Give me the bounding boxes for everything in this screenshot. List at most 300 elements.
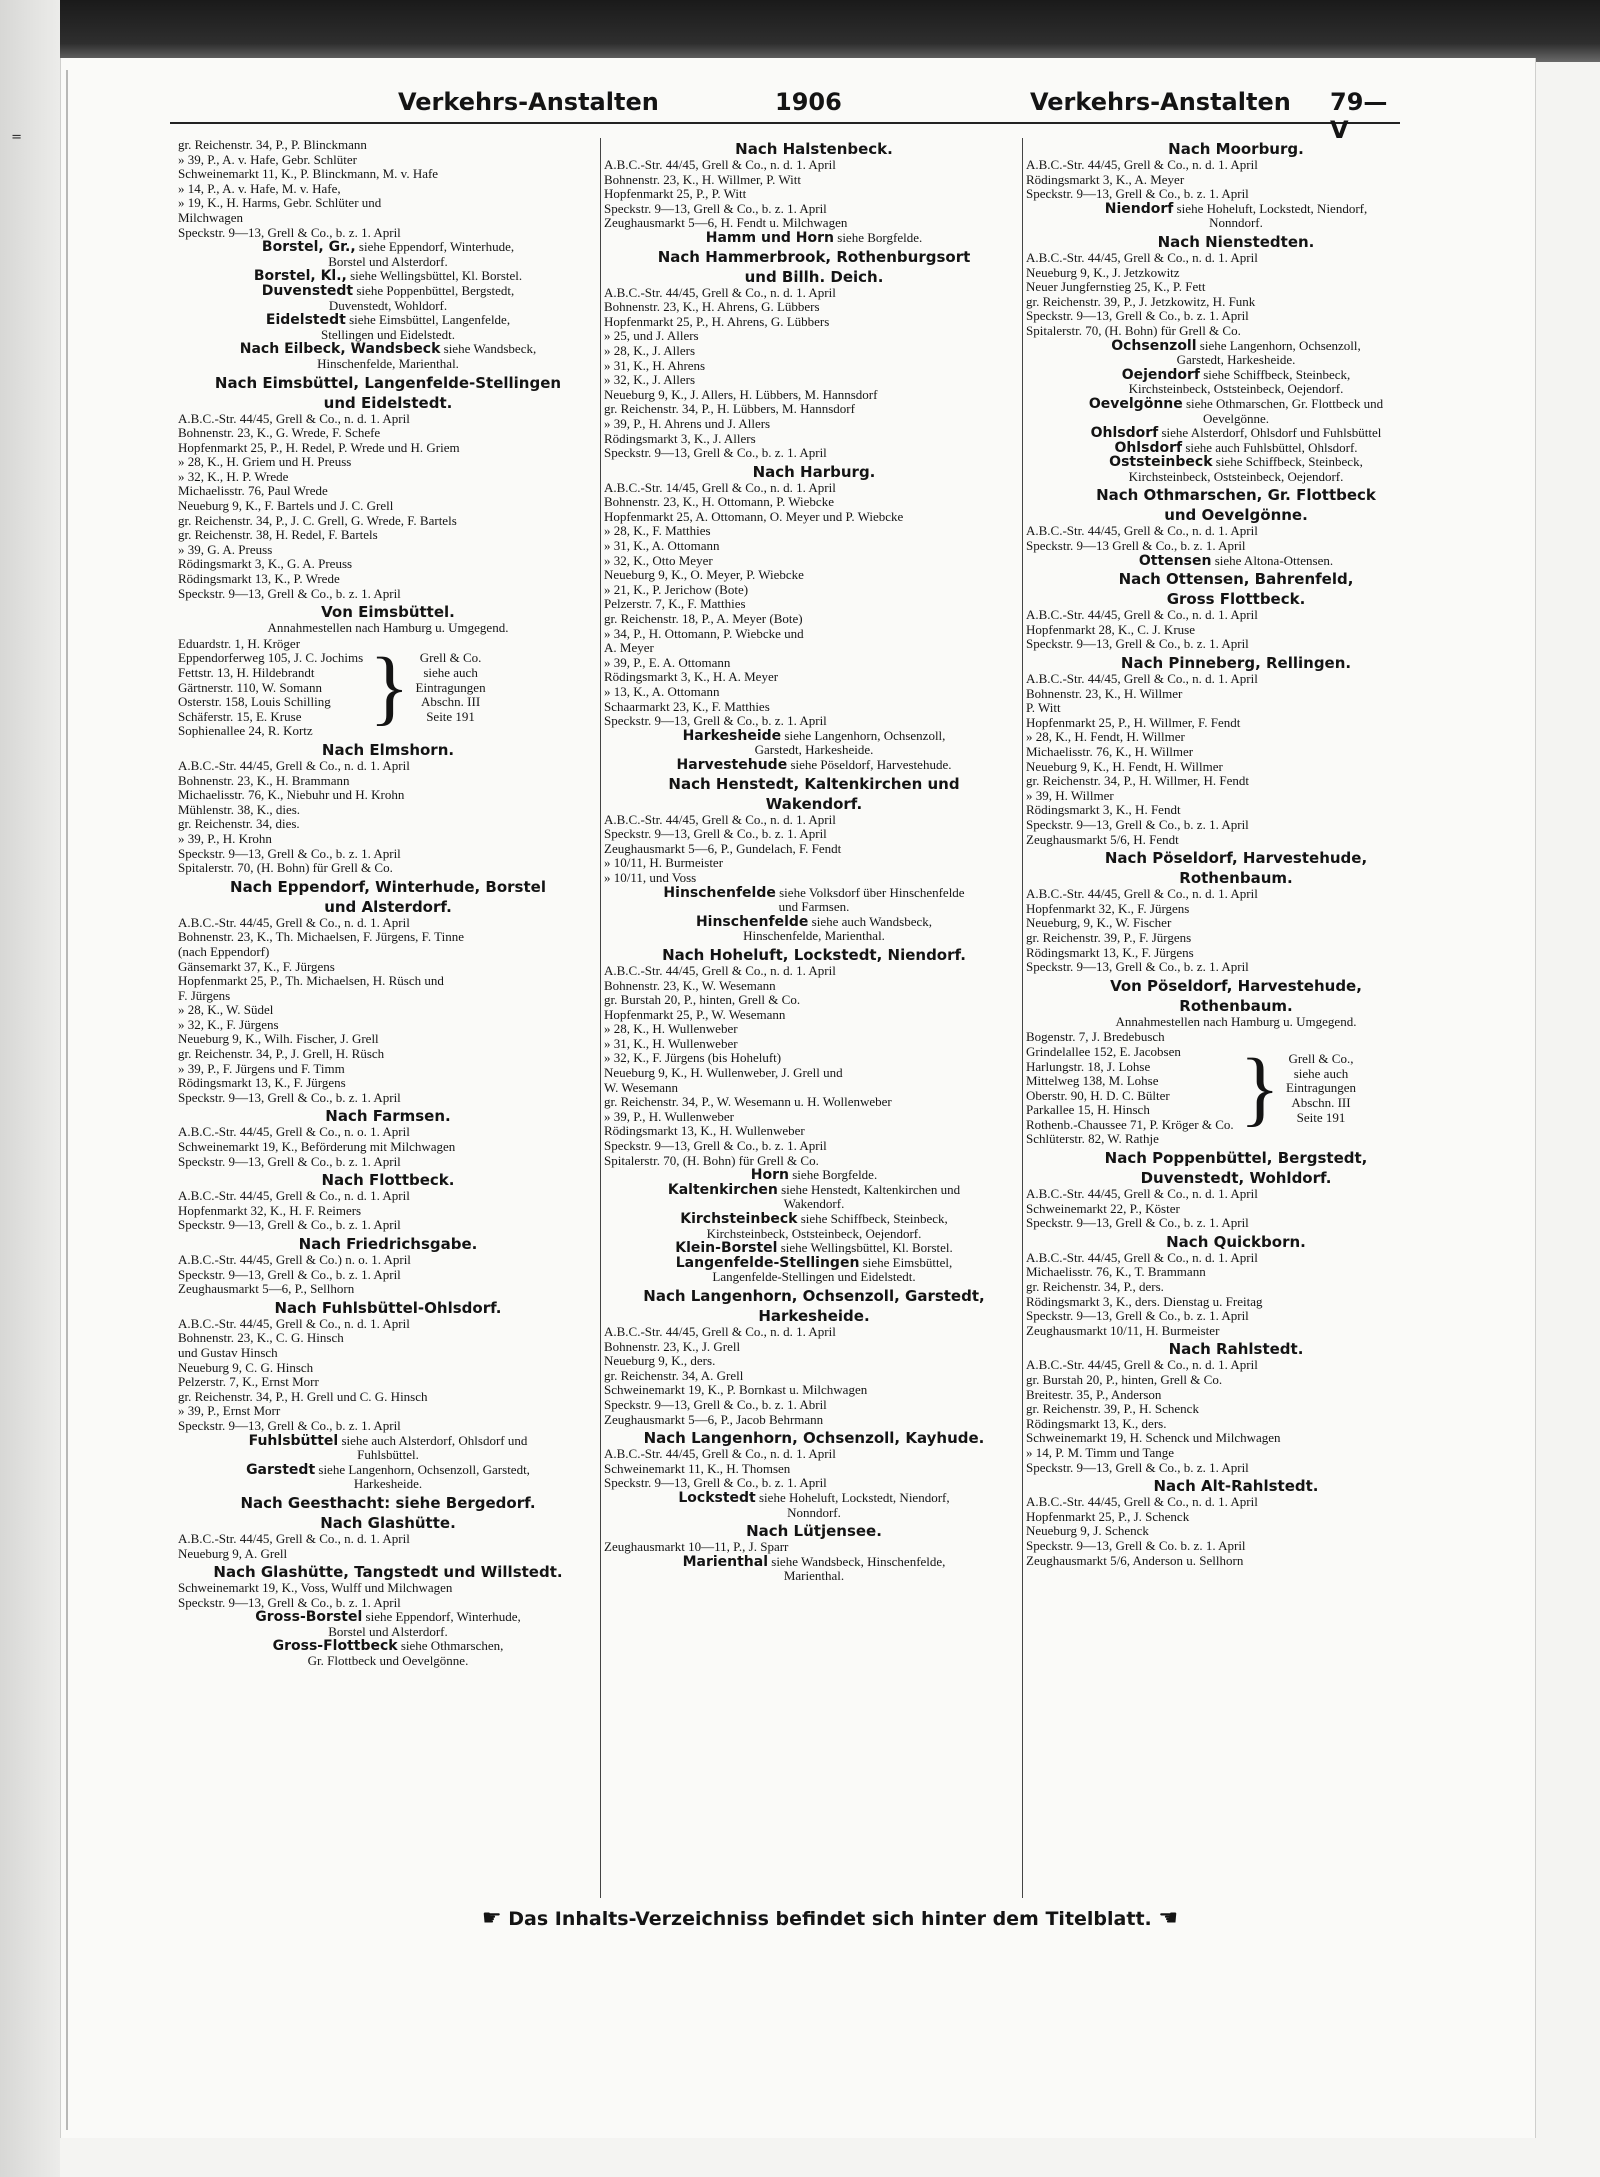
entry-line: Rödingsmarkt 13, K., F. Jürgens bbox=[178, 1076, 346, 1091]
entry-line: gr. Burstah 20, P., hinten, Grell & Co. bbox=[1026, 1373, 1223, 1387]
entry-line: Speckstr. 9—13, Grell & Co., b. z. 1. April bbox=[604, 1476, 827, 1491]
entry-line: A.B.C.-Str. 44/45, Grell & Co., n. d. 1. April bbox=[178, 1531, 410, 1546]
margin-stub bbox=[0, 504, 22, 520]
entry-line: » 31, K., H. Ahrens bbox=[604, 358, 706, 373]
entry-line: Schweinemarkt 19, K., Beförderung mit Milchwagen bbox=[178, 1140, 456, 1155]
margin-stub bbox=[0, 1300, 22, 1316]
entry-line-centered: Kirchsteinbeck, Oststeinbeck, Oejendorf. bbox=[1128, 382, 1344, 397]
entry-line: gr. Burstah 20, P., hinten, Grell & Co. bbox=[604, 993, 801, 1008]
entry-line: Zeughausmarkt 5—6, P., Jacob Behrmann bbox=[604, 1412, 824, 1427]
section-heading: Nach Langenhorn, Ochsenzoll, Garstedt, bbox=[643, 1286, 985, 1305]
index-reference bbox=[604, 1256, 1024, 1271]
section-heading: Von Eimsbüttel. bbox=[321, 603, 455, 622]
margin-stub bbox=[0, 723, 22, 739]
margin-stub bbox=[0, 1424, 22, 1440]
entry-line: Neueburg 9, K., O. Meyer, P. Wiebcke bbox=[604, 568, 804, 583]
entry-line: » 39, H. Willmer bbox=[1026, 788, 1114, 803]
entry-line: Spitalerstr. 70, (H. Bohn) für Grell & Co. bbox=[178, 861, 393, 876]
margin-stub bbox=[0, 894, 22, 910]
entry-line: P. Witt bbox=[1026, 701, 1061, 716]
entry-line: A.B.C.-Str. 44/45, Grell & Co., n. d. 1. April bbox=[1026, 158, 1258, 172]
index-reference bbox=[604, 886, 1024, 901]
margin-stub bbox=[0, 1159, 22, 1175]
entry-line: Neueburg 9, K., H. Fendt, H. Willmer bbox=[1026, 759, 1223, 774]
margin-stub bbox=[0, 691, 22, 707]
index-keyword: Klein-Borstel bbox=[675, 1241, 778, 1256]
entry-line: A.B.C.-Str. 44/45, Grell & Co., n. d. 1. April bbox=[178, 1189, 410, 1204]
entry-line-centered: Gr. Flottbeck und Oevelgönne. bbox=[307, 1654, 469, 1669]
margin-stub bbox=[0, 270, 22, 286]
index-keyword: Ottensen bbox=[1138, 553, 1212, 569]
entry-line-centered: Kirchsteinbeck, Oststeinbeck, Oejendorf. bbox=[1128, 469, 1344, 484]
margin-stub bbox=[0, 707, 22, 723]
index-reference bbox=[1026, 554, 1446, 569]
entry-line: Neueburg 9, C. G. Hinsch bbox=[178, 1360, 314, 1375]
index-keyword: Harvestehude bbox=[676, 757, 788, 773]
entry-line: Speckstr. 9—13, Grell & Co., b. z. 1. April bbox=[1026, 187, 1249, 202]
index-reference bbox=[1026, 202, 1446, 217]
index-keyword: Oststeinbeck bbox=[1109, 455, 1213, 470]
entry-line-centered: Hinschenfelde, Marienthal. bbox=[743, 929, 885, 944]
section-heading: Nach Hoheluft, Lockstedt, Niendorf. bbox=[662, 945, 966, 964]
margin-stub bbox=[0, 1284, 22, 1300]
entry-line-centered: Nonndorf. bbox=[1209, 216, 1263, 231]
index-text: siehe Poppenbüttel, Bergstedt, bbox=[353, 283, 515, 298]
margin-stub bbox=[0, 598, 22, 614]
index-reference bbox=[604, 1183, 1024, 1198]
section-heading: Nach Moorburg. bbox=[1168, 140, 1304, 158]
entry-line: Speckstr. 9—13, Grell & Co., b. z. 1. April bbox=[1026, 1460, 1249, 1475]
section-heading: Von Pöseldorf, Harvestehude, bbox=[1110, 976, 1362, 995]
entry-line: » 39, P., F. Jürgens und F. Timm bbox=[178, 1061, 345, 1076]
agency-address: Eppendorferweg 105, J. C. Jochims bbox=[178, 651, 364, 666]
entry-line-centered: Oevelgönne. bbox=[1202, 411, 1270, 426]
entry-line-centered: und Farmsen. bbox=[778, 900, 850, 915]
index-text: siehe Langenhorn, Ochsenzoll, bbox=[781, 728, 946, 743]
agency-note-line: Grell & Co., bbox=[1288, 1051, 1354, 1067]
margin-stub bbox=[0, 582, 22, 598]
index-reference bbox=[178, 342, 598, 357]
margin-stub bbox=[0, 192, 22, 208]
margin-stub bbox=[0, 660, 22, 676]
entry-line-centered: Stellingen und Eidelstedt. bbox=[321, 327, 455, 342]
index-text: siehe Eimsbüttel, Langenfelde, bbox=[345, 313, 511, 328]
entry-line: Spitalerstr. 70, (H. Bohn) für Grell & Co. bbox=[604, 1153, 819, 1168]
entry-line: Bohnenstr. 23, K., H. Willmer bbox=[1026, 686, 1183, 701]
brace-glyph: } bbox=[1239, 1041, 1280, 1135]
entry-line-centered: Nonndorf. bbox=[787, 1505, 841, 1520]
entry-line: A.B.C.-Str. 44/45, Grell & Co., n. d. 1. April bbox=[604, 158, 836, 172]
entry-line: und Gustav Hinsch bbox=[178, 1345, 278, 1360]
section-heading: und Billh. Deich. bbox=[744, 267, 884, 286]
margin-stub bbox=[0, 1081, 22, 1097]
entry-line: Michaelisstr. 76, Paul Wrede bbox=[178, 484, 328, 499]
margin-stub bbox=[0, 1112, 22, 1128]
entry-line: Neueburg 9, K., J. Jetzkowitz bbox=[1026, 265, 1180, 280]
agency-address: Schlüterstr. 82, W. Rathje bbox=[1026, 1132, 1159, 1147]
entry-line: Rödingsmarkt 3, K., G. A. Preuss bbox=[178, 557, 353, 572]
entry-line: A.B.C.-Str. 44/45, Grell & Co., n. d. 1. April bbox=[604, 812, 836, 827]
entry-line: A.B.C.-Str. 44/45, Grell & Co., n. d. 1. April bbox=[1026, 524, 1258, 539]
index-reference bbox=[1026, 339, 1446, 354]
entry-line: F. Jürgens bbox=[178, 988, 231, 1003]
index-text: siehe Borgfelde. bbox=[789, 1168, 878, 1183]
margin-stub bbox=[0, 1518, 22, 1534]
entry-line: Speckstr. 9—13, Grell & Co., b. z. 1. April bbox=[604, 1139, 827, 1154]
margin-stub bbox=[0, 395, 22, 411]
index-text: siehe Othmarschen, bbox=[397, 1639, 504, 1654]
margin-stub bbox=[0, 364, 22, 380]
index-keyword: Langenfelde-Stellingen bbox=[675, 1255, 860, 1271]
agency-address: Oberstr. 90, H. D. C. Bülter bbox=[1026, 1088, 1170, 1103]
entry-line: » 21, K., P. Jerichow (Bote) bbox=[604, 582, 749, 597]
index-text: siehe Hoheluft, Lockstedt, Niendorf, bbox=[755, 1490, 950, 1505]
entry-line: Speckstr. 9—13, Grell & Co., b. z. 1. April bbox=[178, 846, 401, 861]
entry-line: Mühlenstr. 38, K., dies. bbox=[178, 802, 301, 817]
entry-line: gr. Reichenstr. 34, dies. bbox=[178, 817, 300, 832]
entry-line: Spitalerstr. 70, (H. Bohn) für Grell & Co. bbox=[1026, 323, 1241, 338]
entry-line: Neueburg, 9, K., W. Fischer bbox=[1026, 916, 1172, 931]
entry-line: » 19, K., H. Harms, Gebr. Schlüter und bbox=[178, 196, 382, 211]
margin-stub bbox=[0, 1378, 22, 1394]
section-heading: Harkesheide. bbox=[758, 1306, 870, 1325]
entry-line-centered: Hinschenfelde, Marienthal. bbox=[317, 356, 459, 371]
section-heading: Nach Eimsbüttel, Langenfelde-Stellingen bbox=[214, 373, 562, 392]
entry-line: Speckstr. 9—13, Grell & Co., b. z. 1. April bbox=[1026, 309, 1249, 324]
entry-line: Speckstr. 9—13, Grell & Co., b. z. 1. April bbox=[178, 586, 401, 601]
section-heading: Nach Harburg. bbox=[752, 462, 876, 481]
agency-note-line: Abschn. III bbox=[420, 694, 481, 710]
entry-line: Schweinemarkt 19, H. Schenck und Milchwagen bbox=[1026, 1431, 1281, 1446]
entry-line-centered: Kirchsteinbeck, Oststeinbeck, Oejendorf. bbox=[706, 1226, 922, 1241]
margin-stub bbox=[0, 988, 22, 1004]
section-heading: Nach Glashütte, Tangstedt und Willstedt. bbox=[213, 1563, 563, 1582]
entry-line: gr. Reichenstr. 39, P., J. Jetzkowitz, H. Funk bbox=[1026, 294, 1256, 309]
entry-line: Zeughausmarkt 5—6, H. Fendt u. Milchwagen bbox=[604, 216, 848, 231]
entry-line: gr. Reichenstr. 34, P., H. Grell und C. G. Hinsch bbox=[178, 1389, 428, 1404]
entry-line: A.B.C.-Str. 44/45, Grell & Co., n. d. 1. April bbox=[604, 1324, 836, 1339]
entry-line: Rödingsmarkt 13, K., H. Wullenweber bbox=[604, 1124, 805, 1139]
entry-line: » 28, K., J. Allers bbox=[604, 343, 695, 358]
entry-line: (nach Eppendorf) bbox=[178, 944, 270, 959]
entry-line: Breitestr. 35, P., Anderson bbox=[1026, 1387, 1162, 1402]
margin-stub bbox=[0, 1066, 22, 1082]
margin-stub bbox=[0, 1144, 22, 1160]
entry-line: Speckstr. 9—13, Grell & Co., b. z. 1. April bbox=[604, 827, 827, 842]
section-heading: Nach Farmsen. bbox=[325, 1107, 451, 1126]
header-year: 1906 bbox=[775, 88, 842, 116]
section-heading: und Eidelstedt. bbox=[323, 393, 453, 412]
entry-line: Rödingsmarkt 3, K., H. A. Meyer bbox=[604, 670, 779, 685]
margin-stub bbox=[0, 1019, 22, 1035]
entry-line-centered: Borstel und Alsterdorf. bbox=[328, 254, 448, 269]
agency-address: Gärtnerstr. 110, W. Somann bbox=[178, 680, 322, 695]
entry-line-centered: Fuhlsbüttel. bbox=[357, 1448, 419, 1463]
entry-line: Neueburg 9, K., ders. bbox=[604, 1354, 716, 1369]
entry-line: A. Meyer bbox=[604, 641, 654, 656]
entry-line: A.B.C.-Str. 44/45, Grell & Co., n. d. 1. April bbox=[604, 285, 836, 300]
index-keyword: Hinschenfelde bbox=[695, 914, 809, 930]
index-reference bbox=[178, 313, 598, 328]
margin-stub bbox=[0, 676, 22, 692]
margin-stub bbox=[0, 832, 22, 848]
entry-line: » 10/11, und Voss bbox=[604, 870, 697, 885]
section-heading: Wakendorf. bbox=[765, 794, 863, 813]
entry-line: » 32, K., Otto Meyer bbox=[604, 553, 713, 568]
margin-stubs bbox=[0, 130, 22, 1549]
index-reference bbox=[1026, 455, 1446, 470]
index-reference bbox=[1026, 397, 1446, 412]
entry-line: Speckstr. 9—13, Grell & Co., b. z. 1. April bbox=[1026, 960, 1249, 975]
agency-address: Eduardstr. 1, H. Kröger bbox=[178, 636, 301, 651]
entry-line: Speckstr. 9—13, Grell & Co., b. z. 1. April bbox=[178, 1154, 401, 1169]
entry-line: » 39, P., A. v. Hafe, Gebr. Schlüter bbox=[178, 152, 357, 167]
section-heading: Nach Ottensen, Bahrenfeld, bbox=[1118, 570, 1354, 589]
entry-line: Bohnenstr. 23, K., Th. Michaelsen, F. Jürgens, F. Tinne bbox=[178, 930, 464, 945]
entry-line: Bohnenstr. 23, K., C. G. Hinsch bbox=[178, 1331, 344, 1346]
entry-line: » 39, G. A. Preuss bbox=[178, 542, 273, 557]
entry-line: Schweinemarkt 22, P., Köster bbox=[1026, 1201, 1180, 1216]
margin-stub bbox=[0, 224, 22, 240]
agency-note bbox=[1286, 1052, 1356, 1125]
section-heading: Nach Friedrichsgabe. bbox=[298, 1235, 478, 1253]
margin-stub bbox=[0, 442, 22, 458]
margin-stub bbox=[0, 816, 22, 832]
index-reference bbox=[1026, 368, 1446, 383]
entry-line: » 39, P., H. Ahrens und J. Allers bbox=[604, 416, 771, 431]
margin-stub bbox=[0, 317, 22, 333]
agency-address: Fettstr. 13, H. Hildebrandt bbox=[178, 666, 315, 680]
index-text: siehe Eppendorf, Winterhude, bbox=[355, 240, 515, 255]
entry-line: A.B.C.-Str. 44/45, Grell & Co., n. d. 1. April bbox=[178, 1316, 410, 1331]
entry-line: A.B.C.-Str. 44/45, Grell & Co.) n. o. 1. April bbox=[178, 1253, 411, 1267]
entry-line: Neueburg 9, K., F. Bartels und J. C. Grell bbox=[178, 499, 394, 514]
agency-address: Rothenb.-Chaussee 71, P. Kröger & Co. bbox=[1026, 1117, 1234, 1132]
entry-line: Speckstr. 9—13, Grell & Co., b. z. 1. Abril bbox=[604, 1397, 827, 1412]
index-reference bbox=[604, 1241, 1024, 1256]
section-heading: Nach Glashütte. bbox=[320, 1513, 456, 1532]
entry-line: Bohnenstr. 23, K., H. Ottomann, P. Wiebcke bbox=[604, 495, 834, 510]
entry-line: » 28, K., H. Fendt, H. Willmer bbox=[1026, 730, 1185, 745]
margin-stub bbox=[0, 879, 22, 895]
section-heading: Nach Geesthacht: siehe Bergedorf. bbox=[240, 1493, 536, 1512]
index-reference bbox=[178, 269, 598, 284]
margin-stub bbox=[0, 1455, 22, 1471]
margin-stub bbox=[0, 489, 22, 505]
entry-line-centered: Harkesheide. bbox=[353, 1477, 423, 1492]
entry-line: Hopfenmarkt 25, P., H. Willmer, F. Fendt bbox=[1026, 715, 1241, 730]
entry-line: » 28, K., W. Südel bbox=[178, 1003, 274, 1018]
entry-line: Schaarmarkt 23, K., F. Matthies bbox=[604, 699, 770, 714]
agency-address: Bogenstr. 7, J. Bredebusch bbox=[1026, 1030, 1165, 1045]
margin-stub bbox=[0, 629, 22, 645]
page-header bbox=[170, 88, 1400, 144]
margin-stub bbox=[0, 1175, 22, 1191]
margin-stub bbox=[0, 613, 22, 629]
entry-line: gr. Reichenstr. 39, P., F. Jürgens bbox=[1026, 930, 1192, 945]
agency-list bbox=[1026, 1030, 1446, 1147]
entry-line: » 32, K., J. Allers bbox=[604, 373, 695, 388]
margin-stub bbox=[0, 1315, 22, 1331]
index-reference bbox=[604, 758, 1024, 773]
entry-line: A.B.C.-Str. 44/45, Grell & Co., n. d. 1. April bbox=[1026, 887, 1258, 902]
index-text: siehe Wandsbeck, Hinschenfelde, bbox=[768, 1554, 946, 1569]
margin-stub bbox=[0, 348, 22, 364]
margin-stub bbox=[0, 1393, 22, 1409]
entry-line: Rödingsmarkt 3, K., H. Fendt bbox=[1026, 803, 1181, 818]
header-right-title: Verkehrs-Anstalten bbox=[1030, 88, 1291, 116]
entry-line: Speckstr. 9—13, Grell & Co. b. z. 1. April bbox=[1026, 1538, 1246, 1553]
margin-stub bbox=[0, 286, 22, 302]
entry-line: Speckstr. 9—13, Grell & Co., b. z. 1. April bbox=[1026, 1216, 1249, 1231]
entry-line: Bohnenstr. 23, K., H. Willmer, P. Witt bbox=[604, 172, 801, 187]
index-reference bbox=[604, 1212, 1024, 1227]
entry-line: Neueburg 9, K., H. Wullenweber, J. Grell und bbox=[604, 1066, 843, 1081]
margin-stub bbox=[0, 1206, 22, 1222]
entry-line-centered: Marienthal. bbox=[783, 1569, 845, 1584]
margin-stub bbox=[0, 1190, 22, 1206]
entry-line: gr. Reichenstr. 34, P., ders. bbox=[1026, 1280, 1164, 1295]
index-reference bbox=[178, 284, 598, 299]
agency-address: Schäferstr. 15, E. Kruse bbox=[178, 709, 302, 724]
entry-line: » 34, P., H. Ottomann, P. Wiebcke und bbox=[604, 626, 804, 641]
entry-line: Neuer Jungfernstieg 25, K., P. Fett bbox=[1026, 280, 1206, 295]
entry-line: Speckstr. 9—13, Grell & Co., b. z. 1. April bbox=[178, 1418, 401, 1433]
agency-note-line: Eintragungen bbox=[415, 679, 486, 695]
entry-line: Gänsemarkt 37, K., F. Jürgens bbox=[178, 959, 335, 974]
section-heading: Nach Nienstedten. bbox=[1157, 232, 1315, 251]
section-heading: Nach Fuhlsbüttel-Ohlsdorf. bbox=[274, 1298, 502, 1317]
entry-line: Bohnenstr. 23, K., H. Ahrens, G. Lübbers bbox=[604, 300, 820, 315]
entry-line: A.B.C.-Str. 44/45, Grell & Co., n. o. 1. April bbox=[178, 1125, 410, 1140]
entry-line: Zeughausmarkt 5—6, P., Gundelach, F. Fendt bbox=[604, 841, 842, 856]
entry-line: Speckstr. 9—13 Grell & Co., b. z. 1. April bbox=[1026, 539, 1246, 554]
entry-line: » 39, P., H. Krohn bbox=[178, 831, 272, 846]
section-heading: Nach Poppenbüttel, Bergstedt, bbox=[1104, 1149, 1368, 1168]
index-text: siehe Alsterdorf, Ohlsdorf und Fuhlsbüttel bbox=[1158, 426, 1382, 441]
margin-stub bbox=[0, 910, 22, 926]
entry-line-centered: Langenfelde-Stellingen und Eidelstedt. bbox=[712, 1270, 916, 1285]
entry-line: gr. Reichenstr. 34, P., H. Lübbers, M. Hannsdorf bbox=[604, 402, 855, 417]
entry-line: Rödingsmarkt 3, K., A. Meyer bbox=[1026, 172, 1185, 187]
section-heading: Nach Flottbeck. bbox=[321, 1171, 455, 1190]
index-reference bbox=[178, 1434, 598, 1449]
index-text: siehe Schiffbeck, Steinbeck, bbox=[1212, 455, 1363, 470]
margin-stub bbox=[0, 255, 22, 271]
index-text: siehe Othmarschen, Gr. Flottbeck und bbox=[1182, 396, 1384, 411]
margin-stub bbox=[0, 161, 22, 177]
index-keyword: Borstel, Gr., bbox=[261, 240, 356, 255]
section-heading: Nach Quickborn. bbox=[1166, 1232, 1306, 1251]
entry-line: gr. Reichenstr. 34, A. Grell bbox=[604, 1368, 744, 1383]
entry-line: Speckstr. 9—13, Grell & Co., b. z. 1. April bbox=[1026, 637, 1249, 652]
margin-stub bbox=[0, 1034, 22, 1050]
margin-stub bbox=[0, 801, 22, 817]
entry-line: Hopfenmarkt 32, K., F. Jürgens bbox=[1026, 901, 1190, 916]
entry-line: Michaelisstr. 76, K., T. Brammann bbox=[1026, 1265, 1206, 1280]
column-divider bbox=[600, 138, 601, 1898]
entry-line: Hopfenmarkt 28, K., C. J. Kruse bbox=[1026, 622, 1195, 637]
entry-line: Hopfenmarkt 25, P., P. Witt bbox=[604, 187, 747, 202]
index-text: siehe Volksdorf über Hinschenfelde bbox=[775, 885, 965, 900]
index-keyword: Hamm und Horn bbox=[705, 230, 835, 246]
margin-stub bbox=[0, 785, 22, 801]
margin-stub bbox=[0, 302, 22, 318]
agency-address: Parkallee 15, H. Hinsch bbox=[1026, 1103, 1150, 1118]
entry-line: Neueburg 9, K., Wilh. Fischer, J. Grell bbox=[178, 1032, 379, 1047]
entry-line: Rödingsmarkt 13, K., F. Jürgens bbox=[1026, 945, 1194, 960]
entry-line: Speckstr. 9—13, Grell & Co., b. z. 1. April bbox=[1026, 1309, 1249, 1324]
section-heading: Nach Pinneberg, Rellingen. bbox=[1120, 654, 1352, 673]
entry-line: Hopfenmarkt 25, P., H. Ahrens, G. Lübbers bbox=[604, 314, 830, 329]
index-text: siehe auch Alsterdorf, Ohlsdorf und bbox=[338, 1433, 528, 1448]
entry-line: Zeughausmarkt 10/11, H. Burmeister bbox=[1026, 1323, 1220, 1338]
section-heading: Nach Eppendorf, Winterhude, Borstel bbox=[230, 877, 546, 896]
agency-note-line: siehe auch bbox=[1293, 1065, 1349, 1081]
entry-line: Michaelisstr. 76, K., H. Willmer bbox=[1026, 745, 1194, 759]
index-keyword: Horn bbox=[750, 1168, 789, 1183]
agency-note-line: Abschn. III bbox=[1291, 1094, 1351, 1110]
margin-stub bbox=[0, 177, 22, 193]
margin-stub bbox=[0, 1253, 22, 1269]
entry-line: » 31, K., A. Ottomann bbox=[604, 539, 720, 554]
margin-stub bbox=[0, 1128, 22, 1144]
column-right bbox=[1026, 138, 1446, 1893]
index-reference bbox=[604, 231, 1024, 246]
entry-line: Schweinemarkt 19, K., Voss, Wulff und Milchwagen bbox=[178, 1581, 453, 1596]
agency-note-line: Grell & Co. bbox=[419, 650, 482, 666]
entry-line: gr. Reichenstr. 18, P., A. Meyer (Bote) bbox=[604, 612, 803, 627]
index-text: siehe Langenhorn, Ochsenzoll, Garstedt, bbox=[315, 1462, 530, 1477]
margin-stub bbox=[0, 535, 22, 551]
index-reference bbox=[604, 1555, 1024, 1570]
margin-stub bbox=[0, 411, 22, 427]
margin-stub bbox=[0, 457, 22, 473]
footer-text: Das Inhalts-Verzeichniss befindet sich hinter dem Titelblatt. bbox=[508, 1908, 1152, 1930]
entry-line: W. Wesemann bbox=[604, 1080, 679, 1095]
index-reference bbox=[604, 1168, 1024, 1183]
entry-line: gr. Reichenstr. 39, P., H. Schenck bbox=[1026, 1402, 1199, 1417]
entry-line: » 32, K., F. Jürgens (bis Hoheluft) bbox=[604, 1051, 782, 1066]
agency-address: Sophienallee 24, R. Kortz bbox=[178, 724, 313, 739]
entry-line: » 39, P., Ernst Morr bbox=[178, 1404, 281, 1419]
margin-stub bbox=[0, 1003, 22, 1019]
section-heading: Duvenstedt, Wohldorf. bbox=[1140, 1169, 1332, 1188]
entry-line: A.B.C.-Str. 44/45, Grell & Co., n. d. 1. April bbox=[1026, 1187, 1258, 1202]
margin-stub bbox=[0, 1362, 22, 1378]
entry-line: » 13, K., A. Ottomann bbox=[604, 685, 720, 699]
entry-line: gr. Reichenstr. 34, P., J. Grell, H. Rüsch bbox=[178, 1047, 385, 1062]
margin-stub bbox=[0, 380, 22, 396]
margin-stub bbox=[0, 941, 22, 957]
entry-line: Speckstr. 9—13, Grell & Co., b. z. 1. April bbox=[178, 1267, 401, 1282]
section-heading: Nach Hammerbrook, Rothenburgsort bbox=[657, 247, 971, 266]
margin-stub bbox=[0, 956, 22, 972]
index-keyword: Marienthal bbox=[682, 1554, 769, 1570]
entry-line: Bohnenstr. 23, K., G. Wrede, F. Schefe bbox=[178, 426, 381, 441]
margin-stub bbox=[0, 863, 22, 879]
margin-stub bbox=[0, 1471, 22, 1487]
entry-line: Speckstr. 9—13, Grell & Co., b. z. 1. April bbox=[604, 714, 827, 729]
entry-line: A.B.C.-Str. 14/45, Grell & Co., n. d. 1. April bbox=[604, 480, 836, 495]
margin-stub bbox=[0, 1533, 22, 1549]
index-reference bbox=[1026, 441, 1446, 456]
entry-line: Hopfenmarkt 25, P., J. Schenck bbox=[1026, 1509, 1190, 1524]
margin-stub bbox=[0, 520, 22, 536]
index-text: siehe Pöseldorf, Harvestehude. bbox=[787, 757, 952, 772]
index-keyword: Niendorf bbox=[1104, 201, 1174, 217]
entry-line: Speckstr. 9—13, Grell & Co., b. z. 1. April bbox=[178, 1090, 401, 1105]
